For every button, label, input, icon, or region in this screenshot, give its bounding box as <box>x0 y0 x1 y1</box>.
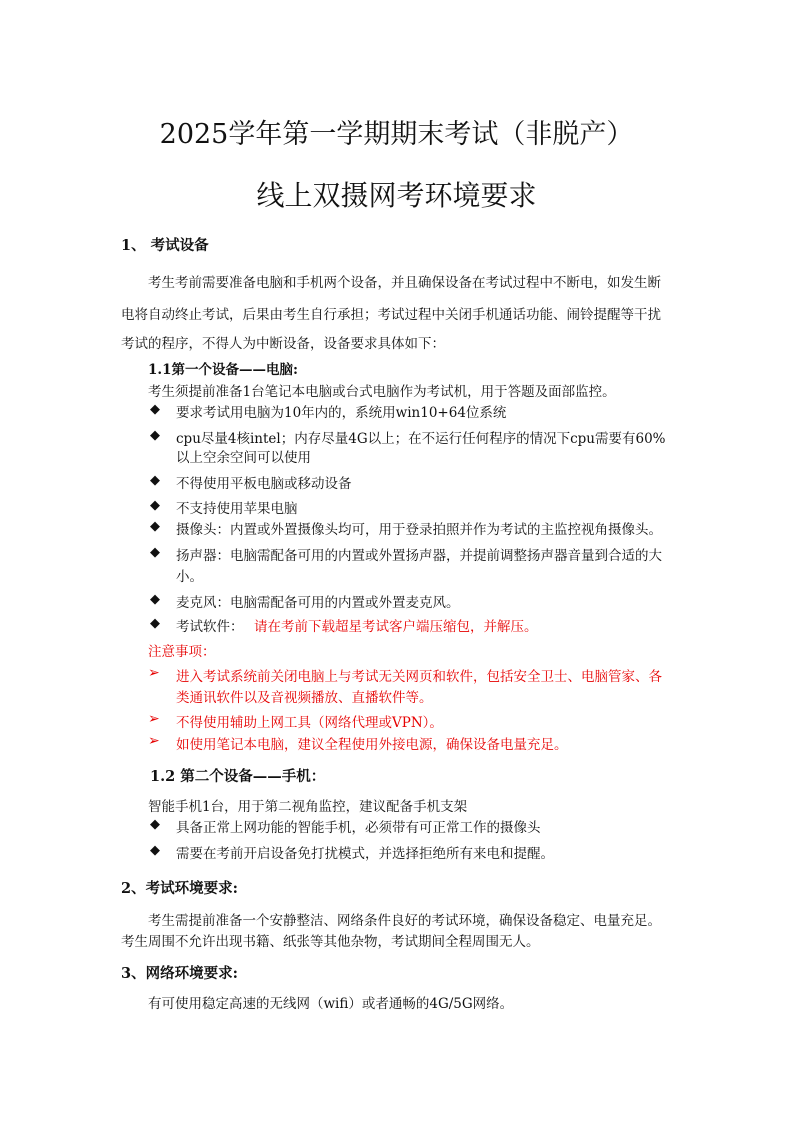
arrow-bullet-icon: ➢ <box>148 711 160 727</box>
section1-intro-line1: 考生考前需要准备电脑和手机两个设备，并且确保设备在考试过程中不断电，如发生断 <box>148 275 661 291</box>
section2-line1: 考生需提前准备一个安静整洁、网络条件良好的考试环境，确保设备稳定、电量充足。 <box>148 913 661 929</box>
notice-item: 进入考试系统前关闭电脑上与考试无关网页和软件，包括安全卫士、电脑管家、各 <box>176 669 662 685</box>
arrow-bullet-icon: ➢ <box>148 665 160 681</box>
device1-bullet: 不得使用平板电脑或移动设备 <box>176 476 352 492</box>
device1-bullet: 不支持使用苹果电脑 <box>176 501 298 517</box>
device1-bullet: 扬声器：电脑需配备可用的内置或外置扬声器，并提前调整扬声器音量到合适的大 <box>176 548 662 564</box>
section1-intro-line2: 电将自动终止考试，后果由考生自行承担；考试过程中关闭手机通话功能、闹铃提醒等干扰 <box>121 307 661 323</box>
device2-desc: 智能手机1台，用于第二视角监控，建议配备手机支架 <box>148 799 468 815</box>
notice-item: 不得使用辅助上网工具（网络代理或VPN）。 <box>176 715 443 731</box>
device1-bullet: 麦克风：电脑需配备可用的内置或外置麦克风。 <box>176 595 460 611</box>
device2-bullet: 具备正常上网功能的智能手机，必须带有可正常工作的摄像头 <box>176 820 541 836</box>
software-download-note: 请在考前下载超星考试客户端压缩包，并解压。 <box>254 619 538 635</box>
diamond-bullet-icon: ◆ <box>150 817 160 832</box>
diamond-bullet-icon: ◆ <box>150 498 160 513</box>
section1-heading: 1、 考试设备 <box>121 237 209 254</box>
device1-bullet: 考试软件： <box>176 619 244 635</box>
diamond-bullet-icon: ◆ <box>150 545 160 560</box>
page-title: 2025学年第一学期期末考试（非脱产） <box>159 119 634 150</box>
device1-bullet: cpu尽量4核intel；内存尽量4G以上；在不运行任何程序的情况下cpu需要有60% <box>176 431 666 447</box>
diamond-bullet-icon: ◆ <box>150 519 160 534</box>
section3-line: 有可使用稳定高速的无线网（wifi）或者通畅的4G/5G网络。 <box>148 996 514 1012</box>
section2-heading: 2、考试环境要求: <box>121 880 238 897</box>
page-subtitle: 线上双摄网考环境要求 <box>256 179 537 212</box>
diamond-bullet-icon: ◆ <box>150 402 160 417</box>
diamond-bullet-icon: ◆ <box>150 473 160 488</box>
arrow-bullet-icon: ➢ <box>148 733 160 749</box>
diamond-bullet-icon: ◆ <box>150 616 160 631</box>
section2-line2: 考生周围不允许出现书籍、纸张等其他杂物，考试期间全程周围无人。 <box>121 934 540 950</box>
device2-heading: 1.2 第二个设备——手机： <box>150 768 326 785</box>
device2-bullet: 需要在考前开启设备免打扰模式，并选择拒绝所有来电和提醒。 <box>176 846 554 862</box>
device1-desc: 考生须提前准备1台笔记本电脑或台式电脑作为考试机，用于答题及面部监控。 <box>148 384 616 400</box>
section1-intro-line3: 考试的程序，不得人为中断设备，设备要求具体如下： <box>121 336 445 352</box>
diamond-bullet-icon: ◆ <box>150 428 160 443</box>
device1-bullet-cont: 以上空余空间可以使用 <box>176 450 311 466</box>
diamond-bullet-icon: ◆ <box>150 592 160 607</box>
notice-item-cont: 类通讯软件以及音视频播放、直播软件等。 <box>176 690 433 706</box>
diamond-bullet-icon: ◆ <box>150 843 160 858</box>
device1-bullet: 摄像头：内置或外置摄像头均可，用于登录拍照并作为考试的主监控视角摄像头。 <box>176 522 662 538</box>
notice-heading: 注意事项： <box>148 644 216 660</box>
device1-heading: 1.1第一个设备——电脑: <box>148 362 298 378</box>
device1-bullet-cont: 小。 <box>176 569 203 585</box>
device1-bullet: 要求考试用电脑为10年内的，系统用win10+64位系统 <box>176 405 507 421</box>
notice-item: 如使用笔记本电脑，建议全程使用外接电源，确保设备电量充足。 <box>176 737 568 753</box>
section3-heading: 3、网络环境要求: <box>121 965 238 982</box>
